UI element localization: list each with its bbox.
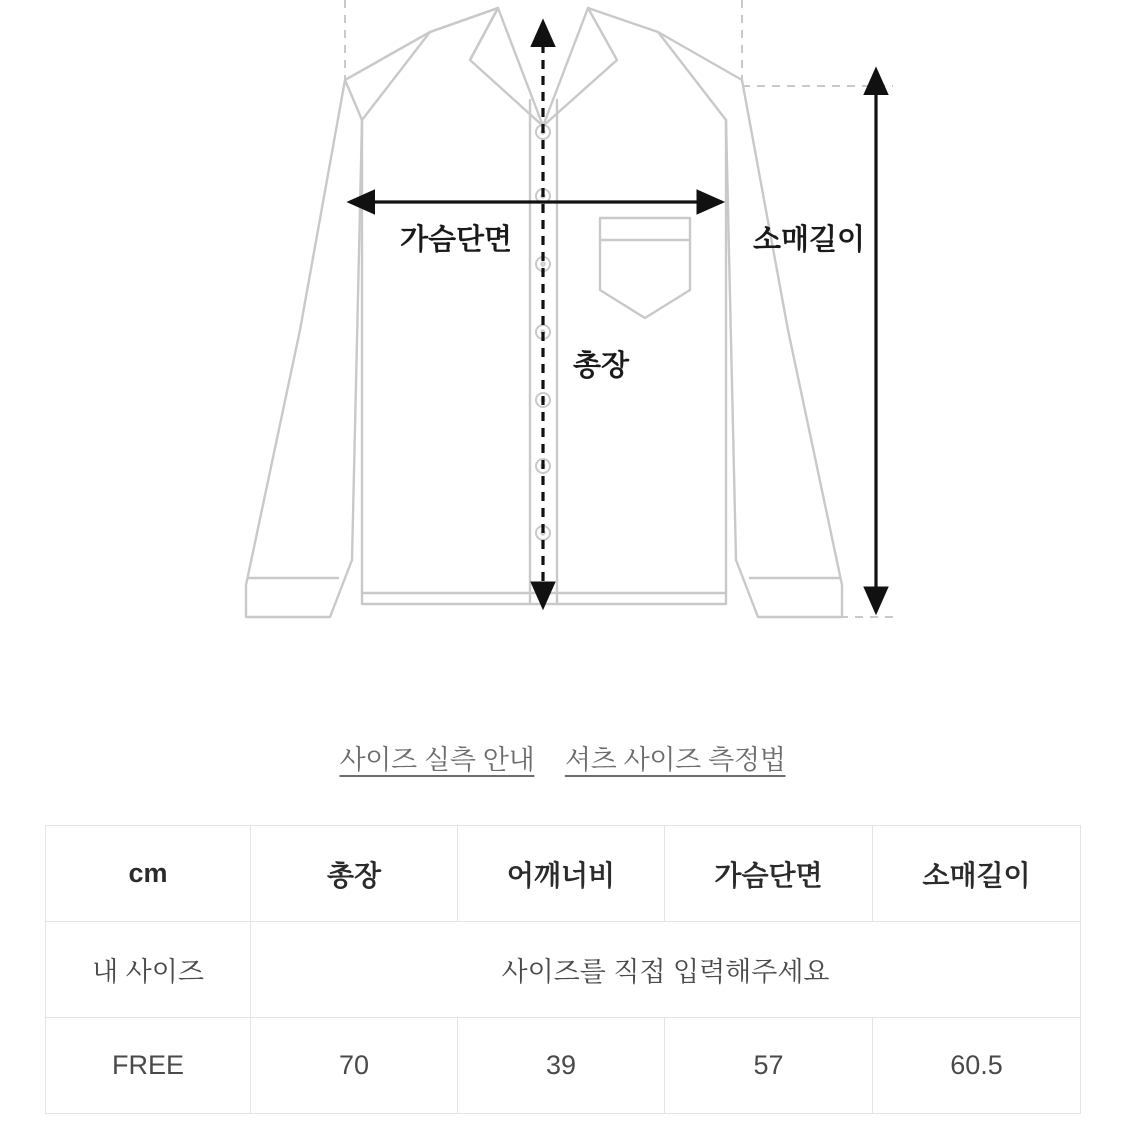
header-unit: cm — [46, 826, 251, 922]
row-label-free: FREE — [46, 1018, 251, 1114]
total-length-label: 총장 — [572, 350, 630, 382]
cell-shoulder: 39 — [458, 1018, 665, 1114]
header-sleeve: 소매길이 — [873, 826, 1081, 922]
chest-dimension-arrow — [372, 202, 722, 256]
size-table — [45, 825, 1081, 1114]
my-size-input[interactable]: 사이즈를 직접 입력해주세요 — [251, 922, 1081, 1018]
chest-label: 가슴단면 — [399, 224, 513, 256]
guide-links — [0, 738, 1125, 777]
header-chest: 가슴단면 — [665, 826, 873, 922]
link-shirt-measure[interactable]: 셔츠 사이즈 측정법 — [564, 745, 786, 775]
table-header-row — [46, 826, 1081, 922]
cell-total-length: 70 — [251, 1018, 458, 1114]
guide-lines — [345, 0, 893, 617]
sleeve-label: 소매길이 — [752, 224, 866, 256]
table-row — [46, 1018, 1081, 1114]
header-total-length: 총장 — [251, 826, 458, 922]
cell-chest: 57 — [665, 1018, 873, 1114]
my-size-row[interactable] — [46, 922, 1081, 1018]
link-size-guide[interactable]: 사이즈 실측 안내 — [339, 745, 535, 775]
cell-sleeve: 60.5 — [873, 1018, 1081, 1114]
sleeve-dimension-arrow — [753, 92, 876, 612]
header-shoulder: 어깨너비 — [458, 826, 665, 922]
my-size-label: 내 사이즈 — [46, 922, 251, 1018]
